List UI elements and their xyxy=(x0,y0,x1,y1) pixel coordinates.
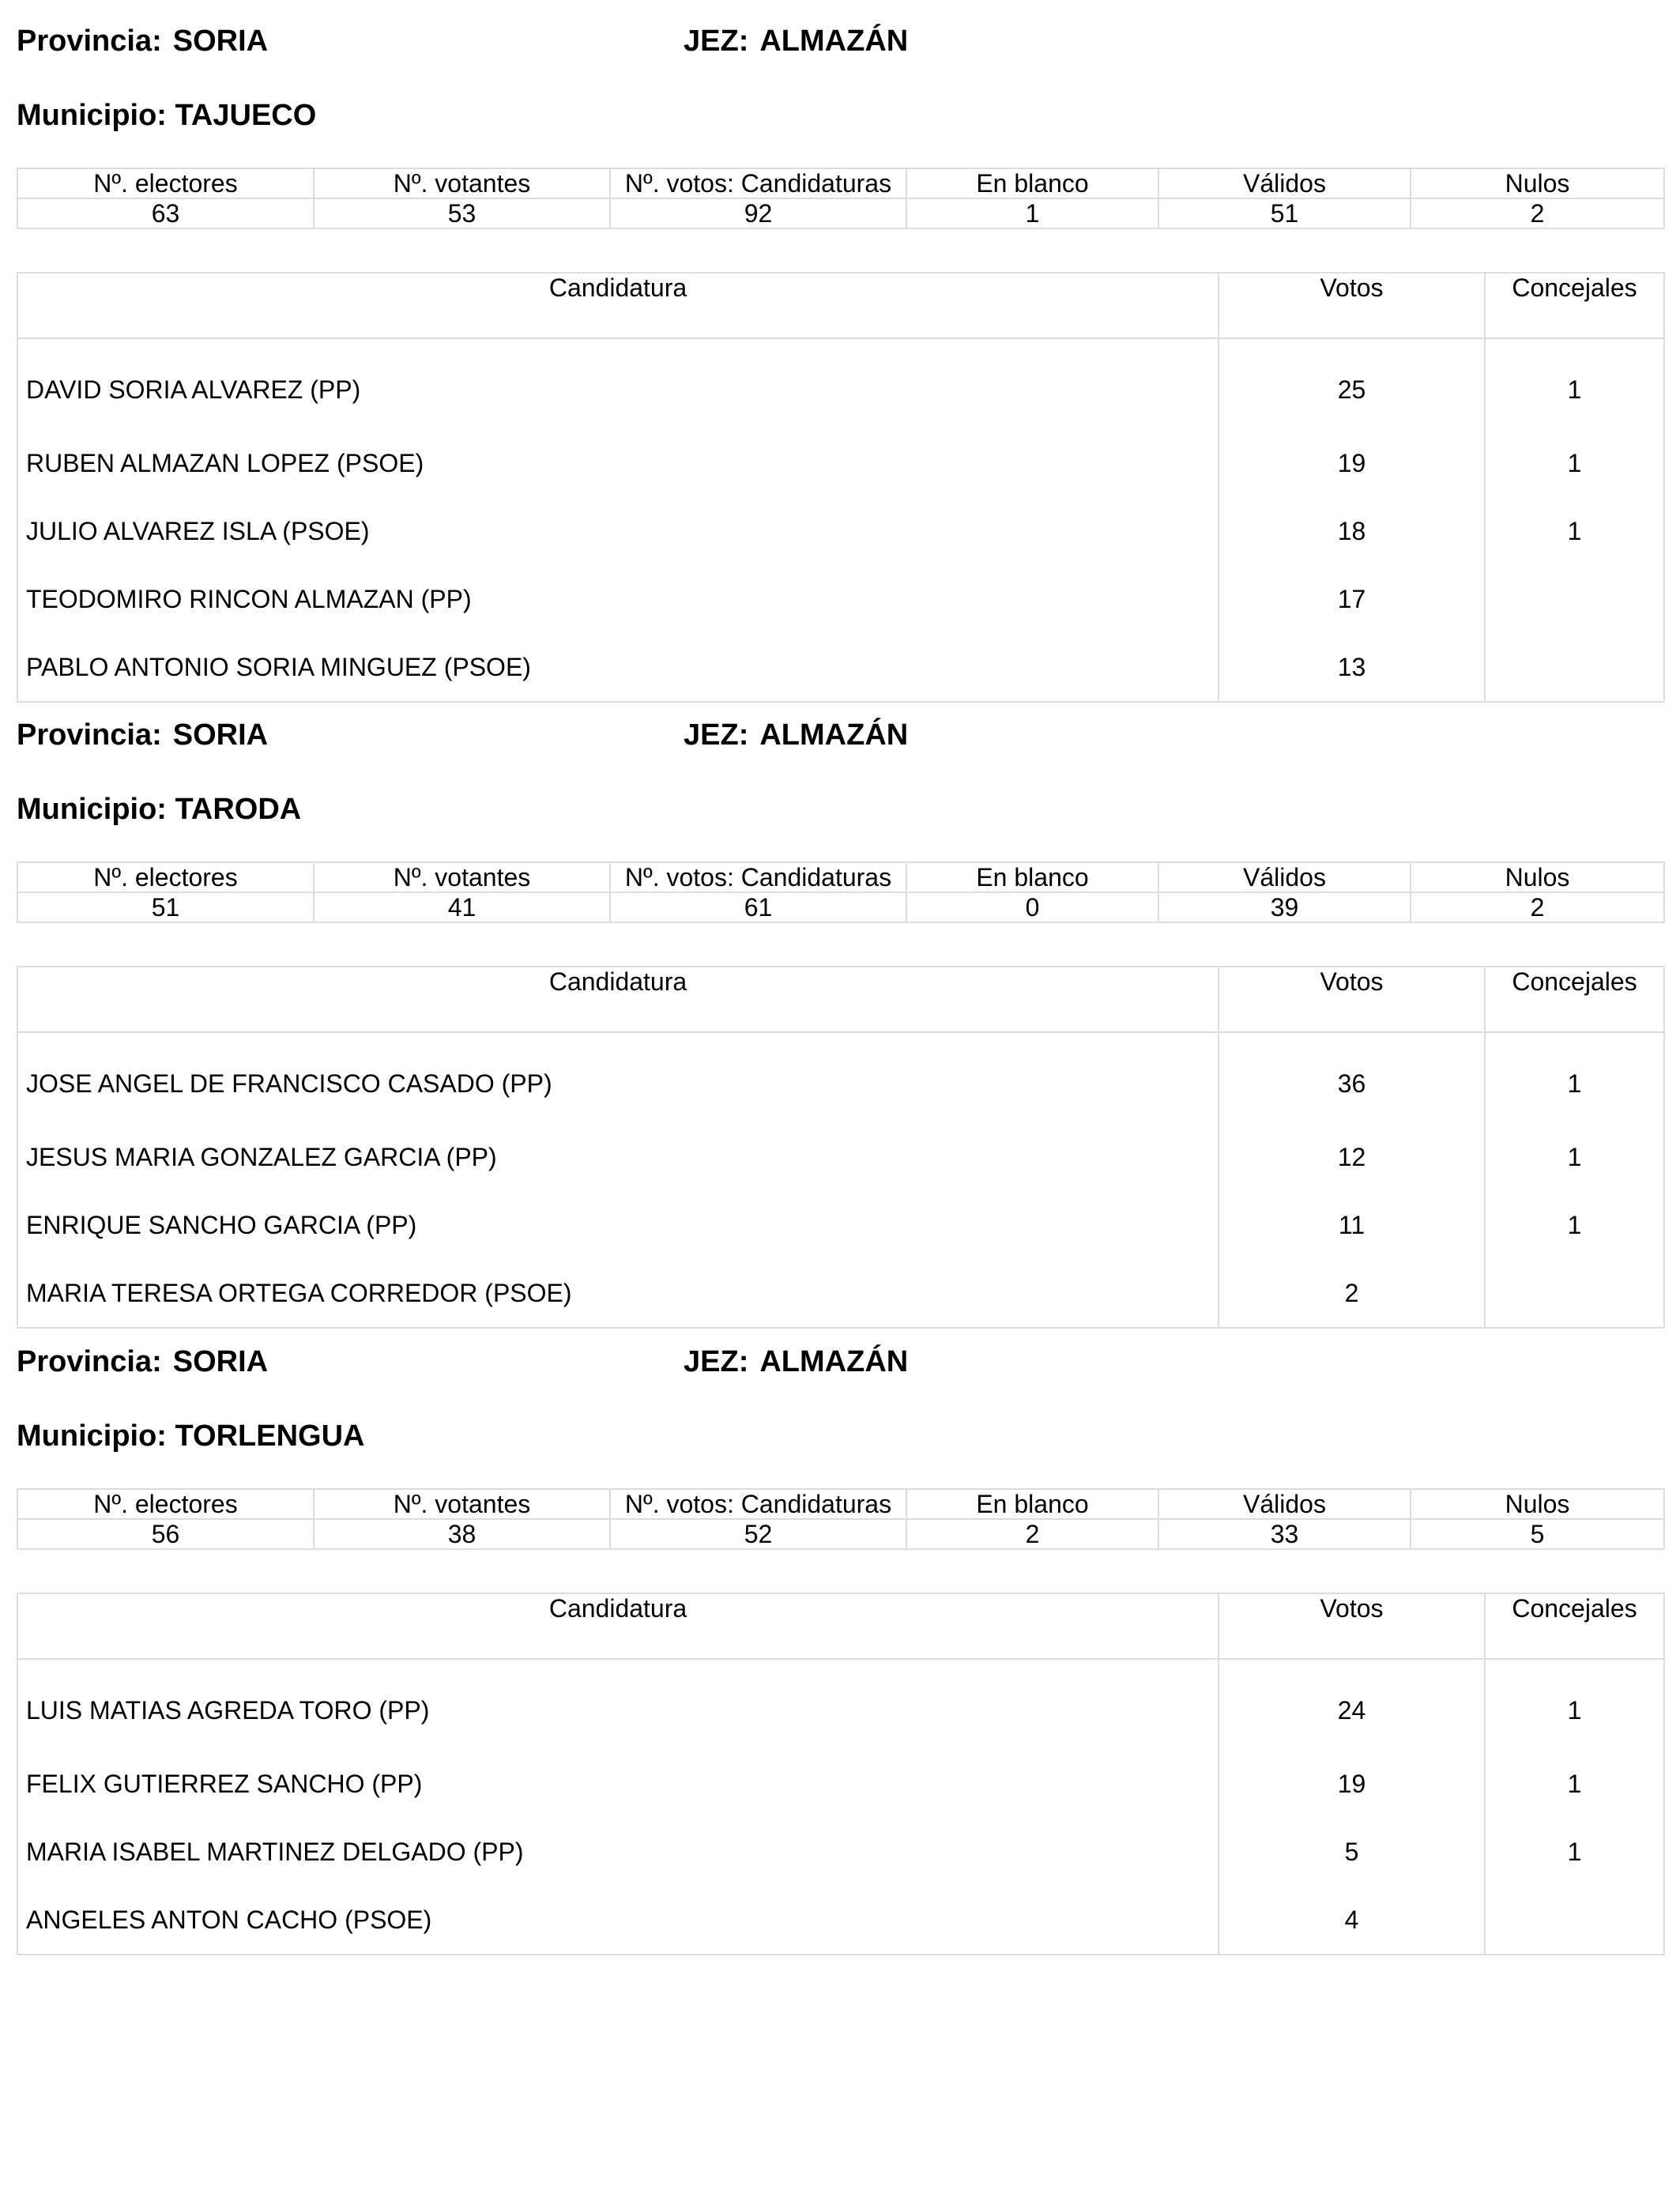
candidate-concejales: 1 xyxy=(1485,1818,1664,1886)
candidate-votos: 36 xyxy=(1219,1032,1485,1123)
candidate-votos: 17 xyxy=(1219,565,1485,633)
candidate-name: MARIA TERESA ORTEGA CORREDOR (PSOE) xyxy=(17,1259,1219,1328)
stats-header-nulos: Nulos xyxy=(1411,168,1664,198)
stats-value-row xyxy=(17,198,1664,228)
municipio-label: Municipio: xyxy=(17,99,167,132)
stats-en-blanco: 0 xyxy=(906,892,1158,922)
table-row xyxy=(17,1259,1664,1328)
candidate-name: JOSE ANGEL DE FRANCISCO CASADO (PP) xyxy=(17,1032,1219,1123)
jez-label: JEZ: xyxy=(684,1345,749,1378)
stats-nulos: 2 xyxy=(1411,892,1664,922)
candidate-concejales xyxy=(1485,633,1664,702)
table-row xyxy=(17,1191,1664,1259)
candidate-name: TEODOMIRO RINCON ALMAZAN (PP) xyxy=(17,565,1219,633)
provincia-label: Provincia: xyxy=(17,1345,162,1378)
table-row xyxy=(17,429,1664,497)
candidate-concejales: 1 xyxy=(1485,1191,1664,1259)
candidate-name: DAVID SORIA ALVAREZ (PP) xyxy=(17,338,1219,429)
jez-value: ALMAZÁN xyxy=(759,718,909,752)
stats-header-en-blanco: En blanco xyxy=(906,1489,1158,1519)
table-row xyxy=(17,1886,1664,1955)
municipio-label: Municipio: xyxy=(17,1419,167,1453)
candidatura-header: Candidatura xyxy=(17,967,1219,1032)
stats-table xyxy=(17,1488,1665,1550)
stats-validos: 51 xyxy=(1158,198,1411,228)
provincia-heading xyxy=(17,24,268,58)
municipio-heading xyxy=(17,1419,365,1453)
candidate-name: FELIX GUTIERREZ SANCHO (PP) xyxy=(17,1750,1219,1818)
jez-value: ALMAZÁN xyxy=(759,25,909,58)
candidate-name: RUBEN ALMAZAN LOPEZ (PSOE) xyxy=(17,429,1219,497)
candidate-votos: 11 xyxy=(1219,1191,1485,1259)
stats-header-en-blanco: En blanco xyxy=(906,168,1158,198)
candidate-concejales xyxy=(1485,1259,1664,1328)
stats-value-row xyxy=(17,892,1664,922)
stats-header-votos-candidaturas: Nº. votos: Candidaturas xyxy=(610,168,906,198)
jez-heading xyxy=(684,24,908,58)
candidate-concejales: 1 xyxy=(1485,338,1664,429)
stats-nulos: 2 xyxy=(1411,198,1664,228)
candidate-votos: 24 xyxy=(1219,1659,1485,1750)
provincia-value: SORIA xyxy=(172,25,269,58)
candidate-name: ANGELES ANTON CACHO (PSOE) xyxy=(17,1886,1219,1955)
candidate-concejales: 1 xyxy=(1485,497,1664,565)
stats-votos-candidaturas: 61 xyxy=(610,892,906,922)
stats-header-votos-candidaturas: Nº. votos: Candidaturas xyxy=(610,862,906,892)
stats-header-nulos: Nulos xyxy=(1411,1489,1664,1519)
concejales-header: Concejales xyxy=(1485,967,1664,1032)
stats-table xyxy=(17,168,1665,229)
candidate-name: MARIA ISABEL MARTINEZ DELGADO (PP) xyxy=(17,1818,1219,1886)
stats-header-votantes: Nº. votantes xyxy=(314,1489,610,1519)
table-row xyxy=(17,497,1664,565)
candidate-votos: 2 xyxy=(1219,1259,1485,1328)
municipio-heading xyxy=(17,792,301,827)
candidatura-table xyxy=(17,966,1665,1329)
municipio-value: TORLENGUA xyxy=(175,1419,365,1453)
candidate-votos: 25 xyxy=(1219,338,1485,429)
municipio-heading xyxy=(17,98,316,133)
stats-header-nulos: Nulos xyxy=(1411,862,1664,892)
candidate-votos: 4 xyxy=(1219,1886,1485,1955)
stats-votos-candidaturas: 92 xyxy=(610,198,906,228)
jez-label: JEZ: xyxy=(684,718,749,752)
stats-header-validos: Válidos xyxy=(1158,1489,1411,1519)
candidate-concejales: 1 xyxy=(1485,1750,1664,1818)
stats-header-votantes: Nº. votantes xyxy=(314,168,610,198)
municipio-value: TARODA xyxy=(175,793,302,826)
candidatura-table xyxy=(17,272,1665,703)
stats-validos: 33 xyxy=(1158,1519,1411,1549)
provincia-heading xyxy=(17,1344,268,1379)
municipio-label: Municipio: xyxy=(17,793,167,826)
provincia-value: SORIA xyxy=(172,1345,269,1378)
table-row xyxy=(17,565,1664,633)
table-row xyxy=(17,1750,1664,1818)
candidate-votos: 12 xyxy=(1219,1123,1485,1191)
stats-header-votos-candidaturas: Nº. votos: Candidaturas xyxy=(610,1489,906,1519)
table-row xyxy=(17,1032,1664,1123)
stats-header-validos: Válidos xyxy=(1158,168,1411,198)
table-row xyxy=(17,1659,1664,1750)
table-row xyxy=(17,1123,1664,1191)
jez-heading xyxy=(684,718,908,752)
candidate-name: JESUS MARIA GONZALEZ GARCIA (PP) xyxy=(17,1123,1219,1191)
stats-header-row xyxy=(17,1489,1664,1519)
candidate-concejales xyxy=(1485,565,1664,633)
candidatura-header-row xyxy=(17,273,1664,338)
stats-votantes: 41 xyxy=(314,892,610,922)
candidate-votos: 13 xyxy=(1219,633,1485,702)
jez-value: ALMAZÁN xyxy=(759,1345,909,1378)
stats-header-votantes: Nº. votantes xyxy=(314,862,610,892)
candidatura-header: Candidatura xyxy=(17,273,1219,338)
stats-value-row xyxy=(17,1519,1664,1549)
stats-header-row xyxy=(17,862,1664,892)
table-row xyxy=(17,338,1664,429)
table-row xyxy=(17,1818,1664,1886)
stats-header-validos: Válidos xyxy=(1158,862,1411,892)
candidate-concejales: 1 xyxy=(1485,1123,1664,1191)
municipio-value: TAJUECO xyxy=(175,99,317,132)
stats-nulos: 5 xyxy=(1411,1519,1664,1549)
provincia-label: Provincia: xyxy=(17,718,162,752)
candidate-name: ENRIQUE SANCHO GARCIA (PP) xyxy=(17,1191,1219,1259)
provincia-heading xyxy=(17,718,268,752)
stats-validos: 39 xyxy=(1158,892,1411,922)
stats-header-electores: Nº. electores xyxy=(17,862,314,892)
concejales-header: Concejales xyxy=(1485,1593,1664,1659)
candidate-concejales: 1 xyxy=(1485,1659,1664,1750)
stats-table xyxy=(17,861,1665,923)
stats-electores: 56 xyxy=(17,1519,314,1549)
candidate-concejales: 1 xyxy=(1485,429,1664,497)
candidatura-header-row xyxy=(17,1593,1664,1659)
candidate-name: LUIS MATIAS AGREDA TORO (PP) xyxy=(17,1659,1219,1750)
stats-votantes: 53 xyxy=(314,198,610,228)
stats-electores: 51 xyxy=(17,892,314,922)
candidate-votos: 19 xyxy=(1219,1750,1485,1818)
stats-electores: 63 xyxy=(17,198,314,228)
stats-header-electores: Nº. electores xyxy=(17,1489,314,1519)
candidatura-table xyxy=(17,1593,1665,1955)
candidate-name: PABLO ANTONIO SORIA MINGUEZ (PSOE) xyxy=(17,633,1219,702)
candidate-concejales xyxy=(1485,1886,1664,1955)
candidate-name: JULIO ALVAREZ ISLA (PSOE) xyxy=(17,497,1219,565)
candidate-concejales: 1 xyxy=(1485,1032,1664,1123)
stats-header-row xyxy=(17,168,1664,198)
jez-heading xyxy=(684,1344,908,1379)
votos-header: Votos xyxy=(1219,1593,1485,1659)
stats-header-electores: Nº. electores xyxy=(17,168,314,198)
stats-en-blanco: 1 xyxy=(906,198,1158,228)
jez-label: JEZ: xyxy=(684,25,749,58)
votos-header: Votos xyxy=(1219,967,1485,1032)
table-row xyxy=(17,633,1664,702)
candidate-votos: 19 xyxy=(1219,429,1485,497)
stats-votos-candidaturas: 52 xyxy=(610,1519,906,1549)
stats-header-en-blanco: En blanco xyxy=(906,862,1158,892)
provincia-value: SORIA xyxy=(172,718,269,752)
stats-votantes: 38 xyxy=(314,1519,610,1549)
candidatura-header-row xyxy=(17,967,1664,1032)
candidate-votos: 18 xyxy=(1219,497,1485,565)
votos-header: Votos xyxy=(1219,273,1485,338)
provincia-label: Provincia: xyxy=(17,25,162,58)
stats-en-blanco: 2 xyxy=(906,1519,1158,1549)
candidatura-header: Candidatura xyxy=(17,1593,1219,1659)
concejales-header: Concejales xyxy=(1485,273,1664,338)
candidate-votos: 5 xyxy=(1219,1818,1485,1886)
